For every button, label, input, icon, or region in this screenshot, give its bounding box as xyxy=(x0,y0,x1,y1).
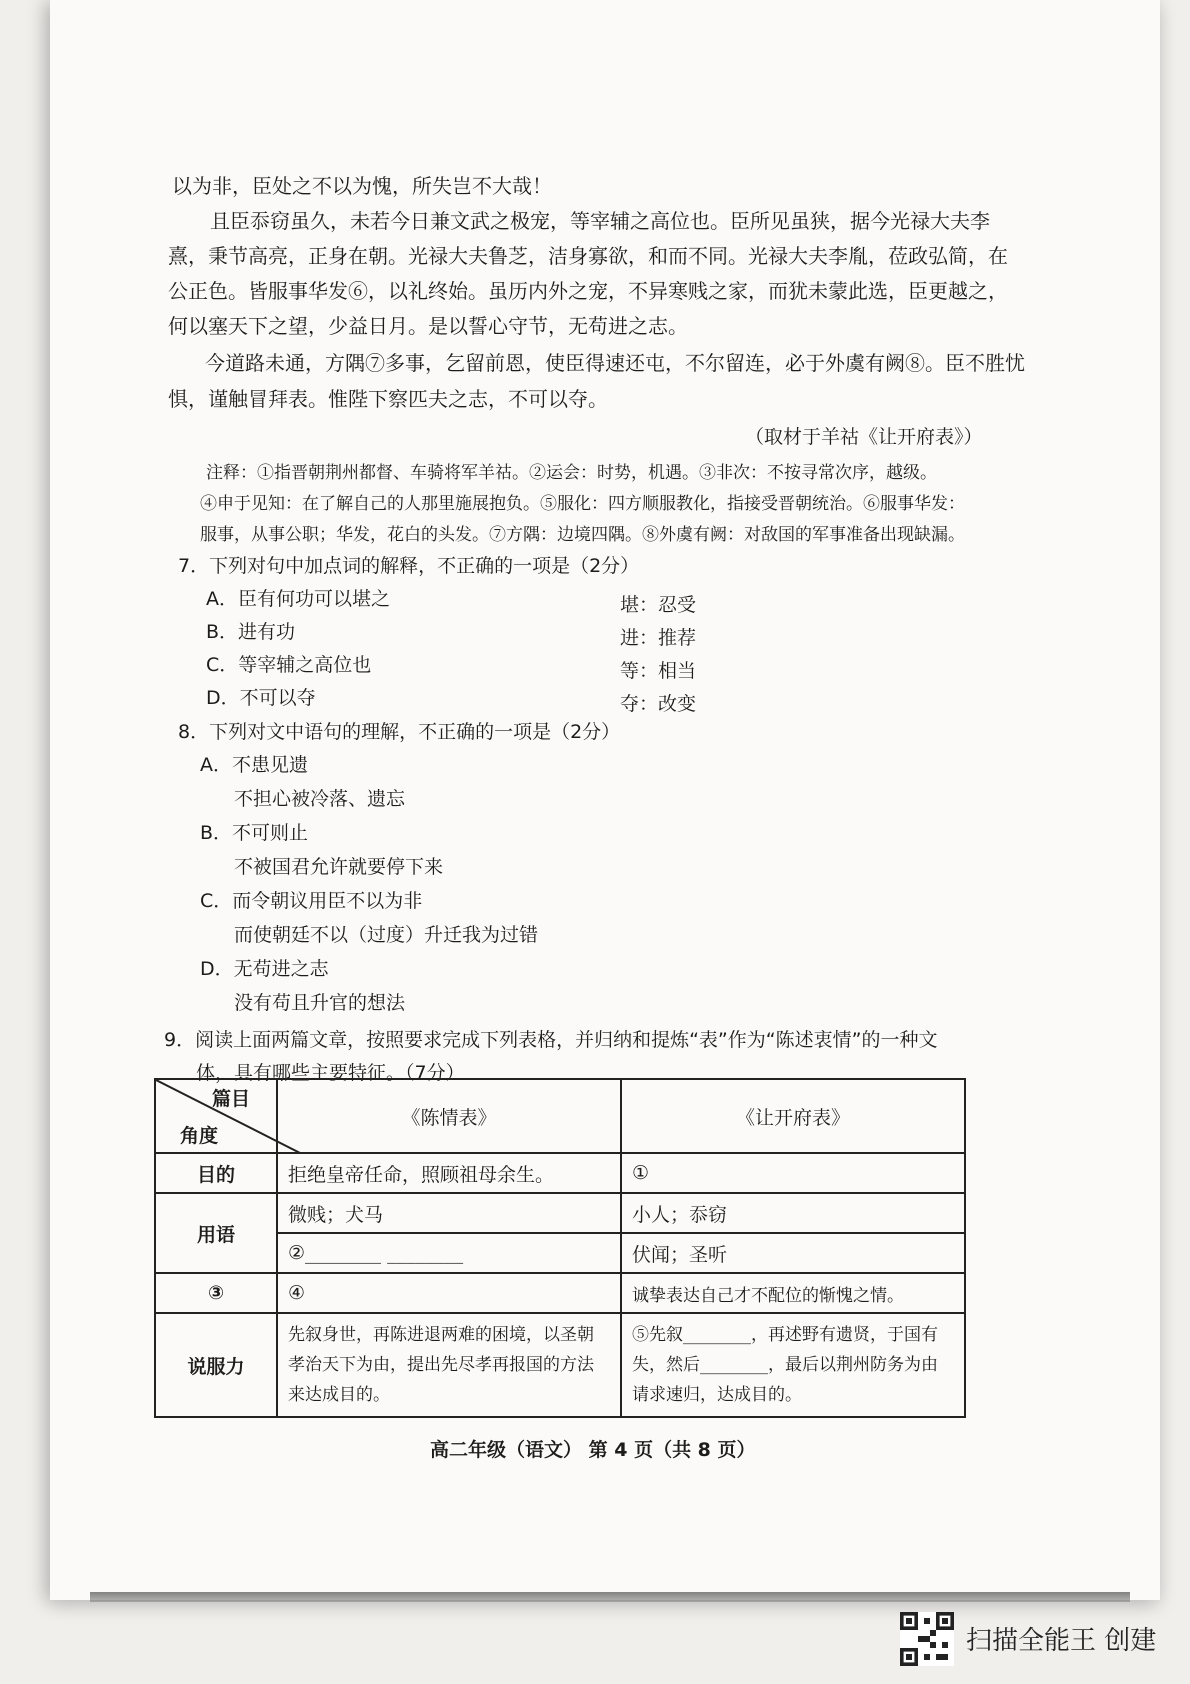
cell-purpose-2: ① xyxy=(621,1153,965,1193)
passage-line-6: 今道路未通，方隅⑦多事，乞留前恩，使臣得速还屯，不尔留连，必于外虞有阙⑧。臣不胜忧 xyxy=(205,351,1025,375)
cell-wording-2a: 小人；忝窃 xyxy=(621,1193,965,1233)
q7-option-c-answer: 等：相当 xyxy=(620,660,697,682)
corner-label-bottom: 角度 xyxy=(180,1125,219,1147)
q8-option-b: B．不可则止 xyxy=(200,822,309,844)
page-edge-shadow xyxy=(90,1592,1130,1602)
column-header-rangkaifubiao: 《让开府表》 xyxy=(621,1079,965,1153)
q7-option-a-answer: 堪：忍受 xyxy=(620,594,697,616)
cell-blank-4: ④ xyxy=(277,1273,621,1313)
passage-line-5: 何以塞天下之望，少益日月。是以誓心守节，无苟进之志。 xyxy=(168,314,688,338)
passage-line-2: 且臣忝窃虽久，未若今日兼文武之极宠，等宰辅之高位也。臣所见虽狭，据今光禄大夫李 xyxy=(210,209,990,233)
q8-option-a-answer: 不担心被冷落、遗忘 xyxy=(234,788,406,810)
q7-option-d-answer: 夺：改变 xyxy=(620,693,697,715)
cell-purpose-1: 拒绝皇帝任命，照顾祖母余生。 xyxy=(277,1153,621,1193)
row-label-purpose: 目的 xyxy=(155,1153,277,1193)
q8-option-c-answer: 而使朝廷不以（过度）升迁我为过错 xyxy=(234,924,539,946)
passage-source: （取材于羊祜《让开府表》） xyxy=(745,426,983,448)
q7-option-b: B．进有功 xyxy=(206,621,296,643)
q9-stem-line-2: 体，具有哪些主要特征。（7分） xyxy=(196,1062,465,1084)
q7-option-b-answer: 进：推荐 xyxy=(620,627,697,649)
passage-line-3: 熹，秉节高亮，正身在朝。光禄大夫鲁芝，洁身寡欲，和而不同。光禄大夫李胤，莅政弘简，在 xyxy=(168,244,1008,268)
q8-option-d-answer: 没有苟且升官的想法 xyxy=(234,992,406,1014)
cell-wording-1b: ②________ ________ xyxy=(277,1233,621,1273)
qr-code-icon xyxy=(900,1612,954,1666)
passage-line-4: 公正色。皆服事华发⑥，以礼终始。虽历内外之宠，不异寒贱之家，而犹未蒙此选，臣更越之， xyxy=(168,279,1008,303)
note-line-3: 服事，从事公职；华发，花白的头发。⑦方隅：边境四隅。⑧外虞有阙：对敌国的军事准备出现缺漏。 xyxy=(200,525,965,545)
column-header-chenqingbiao: 《陈情表》 xyxy=(277,1079,621,1153)
passage-line-7: 惧，谨触冒拜表。惟陛下察匹夫之志，不可以夺。 xyxy=(168,387,608,411)
q8-option-b-answer: 不被国君允许就要停下来 xyxy=(234,856,444,878)
passage-line-1: 以为非，臣处之不以为愧，所失岂不大哉！ xyxy=(172,174,552,198)
note-line-1: 注释：①指晋朝荆州都督、车骑将军羊祜。②运会：时势，机遇。③非次：不按寻常次序，越级。 xyxy=(206,463,937,483)
cell-blank3-2: 诚挚表达自己才不配位的惭愧之情。 xyxy=(621,1273,965,1313)
answer-table xyxy=(154,1078,966,1418)
q7-option-c: C．等宰辅之高位也 xyxy=(206,654,372,676)
q8-stem: 8．下列对文中语句的理解，不正确的一项是（2分） xyxy=(178,721,621,743)
table-corner-cell xyxy=(155,1079,277,1153)
cell-wording-1a: 微贱；犬马 xyxy=(277,1193,621,1233)
q7-option-d: D．不可以夺 xyxy=(206,687,316,709)
row-label-persuasion: 说服力 xyxy=(155,1313,277,1417)
q8-option-a: A．不患见遗 xyxy=(200,754,308,776)
page-footer: 高二年级（语文） 第 4 页（共 8 页） xyxy=(430,1439,756,1461)
cell-wording-2b: 伏闻；圣听 xyxy=(621,1233,965,1273)
corner-label-top: 篇目 xyxy=(211,1088,250,1110)
q7-stem: 7．下列对句中加点词的解释，不正确的一项是（2分） xyxy=(178,555,640,577)
cell-persuasion-2: ⑤先叙________，再述野有遗贤，于国有失，然后________，最后以荆州防务为由请求速归，达成目的。 xyxy=(621,1313,965,1417)
note-line-2: ④申于见知：在了解自己的人那里施展抱负。⑤服化：四方顺服教化，指接受晋朝统治。⑥服事华发： xyxy=(200,494,965,514)
q8-option-d: D．无苟进之志 xyxy=(200,958,329,980)
row-label-blank-3: ③ xyxy=(155,1273,277,1313)
cell-persuasion-1: 先叙身世，再陈进退两难的困境，以圣朝孝治天下为由，提出先尽孝再报国的方法来达成目的。 xyxy=(277,1313,621,1417)
row-label-wording: 用语 xyxy=(155,1193,277,1273)
q9-stem-line-1: 9．阅读上面两篇文章，按照要求完成下列表格，并归纳和提炼“表”作为“陈述衷情”的一种文 xyxy=(164,1029,938,1051)
scanner-watermark: 扫描全能王 创建 xyxy=(966,1626,1157,1656)
q7-option-a: A．臣有何功可以堪之 xyxy=(206,588,390,610)
q8-option-c: C．而令朝议用臣不以为非 xyxy=(200,890,423,912)
